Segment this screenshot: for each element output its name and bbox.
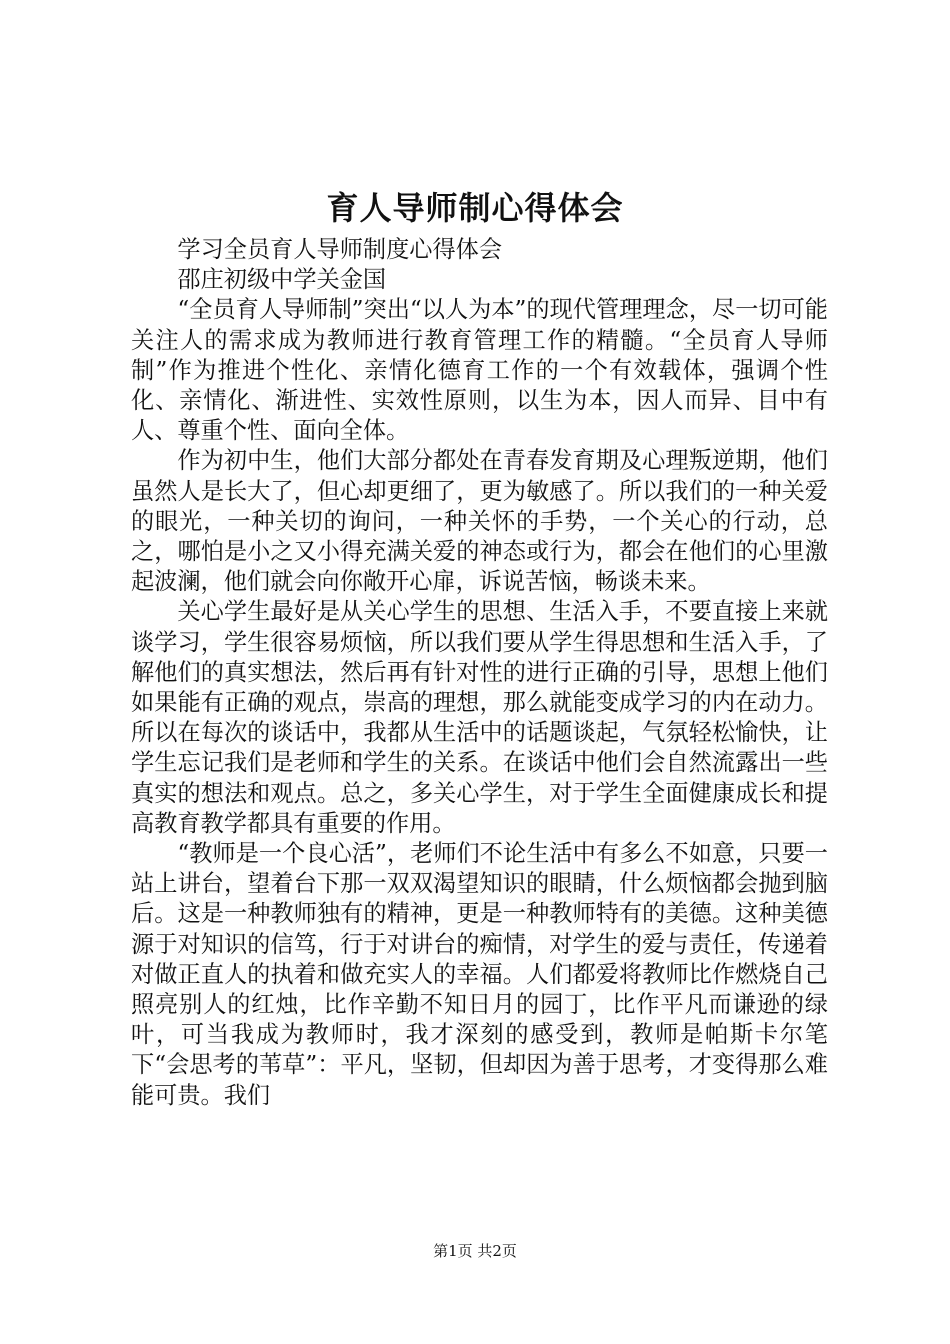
body-paragraph: “教师是一个良心活”，老师们不论生活中有多么不如意，只要一站上讲台，望着台下那一双双渴望知识的眼睛，什么烦恼都会抛到脑后。这是一种教师独有的精神，更是一种教师特有的美德。这种美德源于对知识的信笃，行于对讲台的痴情，对学生的爱与责任，传递着对做正直人的执着和做充实人的幸福。人们都爱将教师比作燃烧自己照亮别人的红烛，比作辛勤不知日月的园丁，比作平凡而谦逊的绿叶，可当我成为教师时，我才深刻的感受到，教师是帕斯卡尔笔下“会思考的苇草”：平凡，坚韧，但却因为善于思考，才变得那么难能可贵。我们 xyxy=(131,840,828,1109)
author-paragraph: 邵庄初级中学关金国 xyxy=(177,266,387,294)
document-title: 育人导师制心得体会 xyxy=(326,189,624,227)
document-body xyxy=(131,235,828,1111)
body-paragraph: 作为初中生，他们大部分都处在青春发育期及心理叛逆期，他们虽然人是长大了，但心却更细了，更为敏感了。所以我们的一种关爱的眼光，一种关切的询问，一种关怀的手势，一个关心的行动，总之，哪怕是小之又小得充满关爱的神态或行为，都会在他们的心里激起波澜，他们就会向你敞开心扉，诉说苦恼，畅谈未来。 xyxy=(131,447,828,596)
body-paragraph: “全员育人导师制”突出“以人为本”的现代管理理念，尽一切可能关注人的需求成为教师进行教育管理工作的精髓。“全员育人导师制”作为推进个性化、亲情化德育工作的一个有效载体，强调个性化、亲情化、渐进性、实效性原则，以生为本，因人而异、目中有人、尊重个性、面向全体。 xyxy=(131,296,828,445)
page-footer: 第1页 共2页 xyxy=(433,1242,517,1260)
subtitle-paragraph: 学习全员育人导师制度心得体会 xyxy=(177,236,503,263)
body-paragraph: 关心学生最好是从关心学生的思想、生活入手，不要直接上来就谈学习，学生很容易烦恼，所以我们要从学生得思想和生活入手，了解他们的真实想法，然后再有针对性的进行正确的引导，思想上他们如果能有正确的观点，崇高的理想，那么就能变成学习的内在动力。所以在每次的谈话中，我都从生活中的话题谈起，气氛轻松愉快，让学生忘记我们是老师和学生的关系。在谈话中他们会自然流露出一些真实的想法和观点。总之，多关心学生，对于学生全面健康成长和提高教育教学都具有重要的作用。 xyxy=(131,598,828,837)
